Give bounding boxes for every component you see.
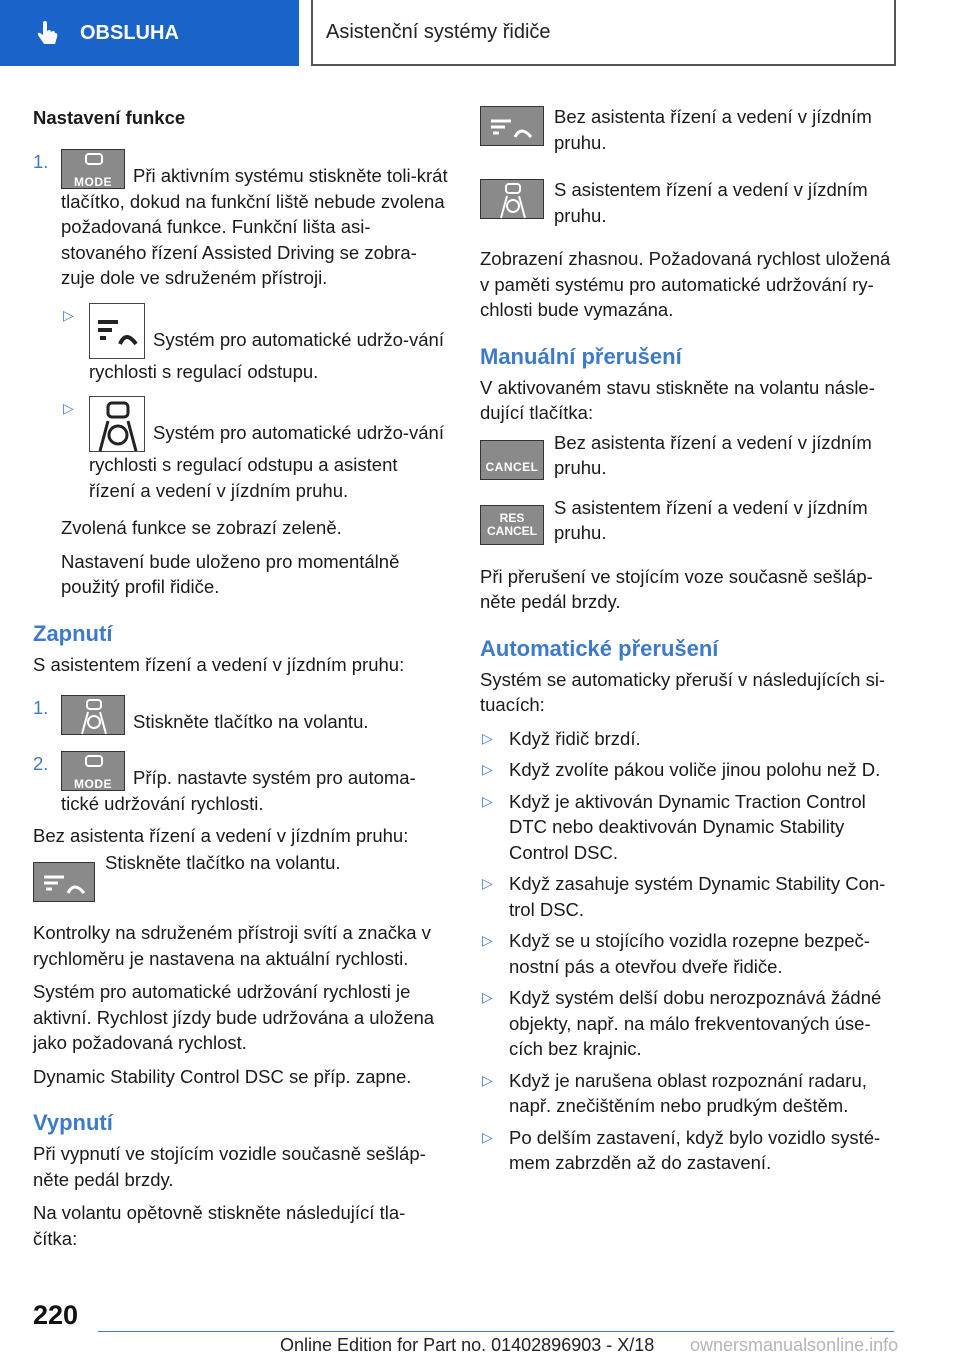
steering-button-icon [61, 695, 125, 735]
heading-manual-interrupt: Manuální přerušení [480, 343, 682, 369]
acc-button-text: Stiskněte tlačítko na volantu. [105, 852, 341, 873]
heading-switch-off: Vypnutí [33, 1110, 113, 1135]
without-assist-intro: Bez asistenta řízení a vedení v jízdním pruhu: [33, 824, 409, 846]
auto-intro: Systém se automaticky přeruší v následujících si-tuacích: [480, 668, 886, 715]
list-item [480, 1068, 900, 1119]
heading-switch-on: Zapnutí [33, 620, 113, 646]
section-tab-label: OBSLUHA [80, 21, 179, 44]
chapter-title [311, 0, 896, 66]
mode-button-icon [61, 751, 125, 791]
list-item-text: Když se u stojícího vozidla rozepne bezpeč-nostní pás a otevřou dveře řidiče. [509, 930, 870, 977]
acc-button-icon [33, 862, 95, 902]
bullet-acc-steering [33, 396, 448, 503]
list-item-text: Když řidič brzdí. [509, 727, 641, 749]
list-item [480, 871, 900, 922]
list-item [480, 1125, 900, 1176]
bullet-triangle-icon: ▷ [482, 875, 493, 891]
page-number: 220 [33, 1300, 79, 1330]
hand-touch-icon [36, 20, 58, 46]
res-cancel-row-text: S asistentem řízení a vedení v jízdním pruhu. [554, 496, 868, 543]
res-cancel-label [481, 512, 543, 538]
right-column [480, 100, 900, 1182]
step-text: Stiskněte tlačítko na volantu. [133, 711, 369, 732]
res-cancel-row [480, 496, 900, 546]
paragraph-off-buttons: Na volantu opětovně stiskněte následující tla-čítka: [33, 1202, 406, 1249]
bullet-triangle-icon: ▷ [482, 1128, 493, 1145]
note-green: Zvolená funkce se zobrazí zeleně. [61, 517, 342, 538]
on-step-1 [33, 695, 448, 735]
mode-label: MODE [74, 174, 112, 189]
step-text: Příp. nastavte systém pro automa-tické udržování rychlosti. [61, 767, 416, 814]
off-row-1 [480, 100, 900, 155]
list-item-text: Když je narušena oblast rozpoznání radaru, např. znečištěním nebo prudkým deštěm. [509, 1069, 867, 1116]
list-item-text: Po delším zastavení, když bylo vozidlo systé-mem zabrzděn až do zastavení. [509, 1126, 881, 1173]
paragraph-indicators: Kontrolky na sdruženém přístroji svítí a značka v rychloměru je nastavena na aktuální rychlosti. [33, 922, 431, 969]
cancel-row-text: Bez asistenta řízení a vedení v jízdním pruhu. [554, 431, 872, 478]
list-item [480, 985, 900, 1062]
list-item-text: Když zasahuje systém Dynamic Stability Con-trol DSC. [509, 873, 886, 920]
bullet-triangle-icon: ▷ [482, 792, 493, 809]
bullet-triangle-icon: ▷ [482, 761, 493, 777]
bullet-triangle-icon: ▷ [482, 1071, 493, 1088]
step-1 [33, 149, 448, 291]
steering-button-icon [480, 179, 544, 219]
res-label: RES [499, 510, 525, 525]
list-item-text: Když zvolíte pákou voliče jinou polohu než D. [509, 759, 881, 780]
paragraph-display-off: Zobrazení zhasnou. Požadovaná rychlost uložená v paměti systému pro automatické udržování ry-chlosti bude vymazána. [480, 248, 891, 320]
mode-button-icon [61, 149, 125, 189]
note-profile: Nastavení bude uloženo pro momentálně použitý profil řidiče. [61, 550, 400, 597]
paragraph-active: Systém pro automatické udržování rychlosti je aktivní. Rychlost jízdy bude udržována a uložena jako požadovaná rychlost. [33, 981, 435, 1053]
switch-on-intro: S asistentem řízení a vedení v jízdním pruhu: [33, 653, 405, 675]
bullet-text: Systém pro automatické udržo-vání rychlosti s regulací odstupu a asistent řízení a vedení v jízdním pruhu. [89, 422, 444, 501]
acc-button-icon [480, 106, 544, 146]
bullet-acc [33, 303, 448, 385]
bullet-triangle-icon: ▷ [482, 932, 493, 948]
list-item [480, 726, 900, 752]
paragraph-brake: Při přerušení ve stojícím voze současně sešláp-něte pedál brzdy. [480, 565, 873, 612]
step-number: 1. [33, 150, 49, 172]
bullet-triangle-icon: ▷ [63, 306, 74, 323]
res-cancel-button-icon [480, 505, 544, 545]
paragraph-dsc: Dynamic Stability Control DSC se příp. zapne. [33, 1065, 412, 1087]
step-number: 2. [33, 753, 49, 774]
res-cancel-sub-label: CANCEL [487, 523, 537, 538]
off-row-text: S asistentem řízení a vedení v jízdním pruhu. [554, 179, 868, 226]
off-row-text: Bez asistenta řízení a vedení v jízdním pruhu. [554, 106, 872, 153]
cancel-label: CANCEL [485, 459, 539, 474]
bullet-triangle-icon: ▷ [63, 400, 74, 416]
bullet-triangle-icon: ▷ [482, 729, 493, 746]
list-item [480, 928, 900, 979]
heading-auto-interrupt: Automatické přerušení [480, 635, 719, 661]
bullet-triangle-icon: ▷ [482, 989, 493, 1005]
step-number: 1. [33, 697, 49, 718]
chapter-title-text: Asistenční systémy řidiče [326, 20, 551, 43]
manual-intro: V aktivovaném stavu stiskněte na volantu násle-dující tlačítka: [480, 376, 875, 423]
footer-divider [98, 1331, 894, 1332]
mode-label: MODE [74, 777, 112, 791]
list-item-text: Když systém delší dobu nerozpoznává žádné objekty, např. na málo frekventovaných úse-cích bez krajnic. [509, 987, 882, 1059]
footer-watermark: ownersmanualsonline.info [690, 1335, 899, 1355]
list-item [480, 789, 900, 866]
left-column [33, 100, 448, 1259]
list-item-text: Když je aktivován Dynamic Traction Control DTC nebo deaktivován Dynamic Stability Control DSC. [509, 790, 866, 863]
section-tab [0, 0, 299, 66]
acc-distance-icon [89, 303, 145, 359]
paragraph-off-brake: Při vypnutí ve stojícím vozidle současně sešláp-něte pedál brzdy. [33, 1143, 426, 1190]
off-row-2 [480, 173, 900, 228]
step-text: Při aktivním systému stiskněte toli-krát tlačítko, dokud na funkční liště nebude zvolena požadovaná funkce. Funkční lišta asi-stovaného řízení Assisted Driving se zobra-zuje dole ve sdruženém přístroji. [61, 164, 448, 288]
acc-button-row [33, 852, 448, 902]
bullet-text: Systém pro automatické udržo-vání rychlosti s regulací odstupu. [89, 328, 444, 382]
on-step-2 [33, 751, 448, 817]
steering-assist-icon [89, 396, 145, 452]
footer-edition: Online Edition for Part no. 01402896903 - X/18 [280, 1335, 655, 1355]
cancel-row [480, 431, 900, 481]
cancel-button-icon [480, 440, 544, 480]
list-item [480, 757, 900, 783]
subheading-settings: Nastavení funkce [33, 107, 186, 128]
